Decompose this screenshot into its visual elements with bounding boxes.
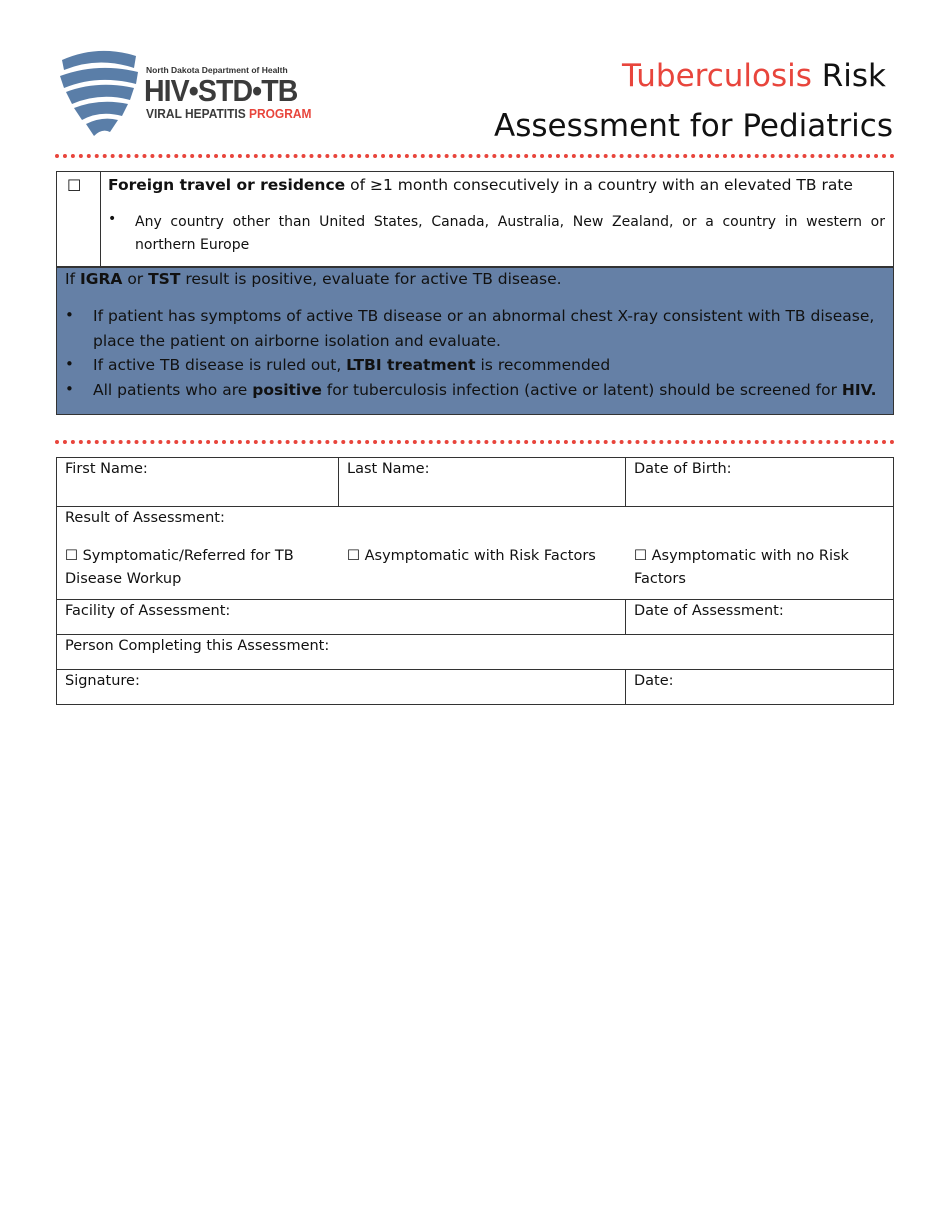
title-highlight: Tuberculosis (622, 58, 812, 94)
date-of-assessment-field[interactable] (626, 600, 894, 635)
guidance-item-2: If active TB disease is ruled out, LTBI treatment is recommended (93, 356, 611, 374)
risk-factor-text: Foreign travel or residence of ≥1 month consecutively in a country with an elevated TB rate (108, 176, 853, 194)
dob-label: Date of Birth: (634, 461, 732, 477)
first-name-field[interactable] (57, 458, 339, 507)
signature-field[interactable] (57, 670, 626, 705)
divider (55, 154, 895, 158)
page-title: Tuberculosis Risk (622, 58, 886, 94)
result-label: Result of Assessment: (65, 510, 225, 526)
logo-program-text: HIV•STD•TB (144, 73, 298, 108)
date-field[interactable] (626, 670, 894, 705)
risk-factor-detail: Any country other than United States, Canada, Australia, New Zealand, or a country in western or northern Europe (135, 214, 885, 253)
signature-label: Signature: (65, 673, 140, 689)
divider (55, 440, 895, 444)
option-symptomatic[interactable]: ☐ Symptomatic/Referred for TB Disease Workup (65, 548, 294, 587)
shield-stripes-icon (58, 46, 148, 146)
risk-checkbox[interactable]: ☐ (67, 176, 82, 195)
guidance-item-3: All patients who are positive for tuberculosis infection (active or latent) should be screened for HIV. (93, 381, 877, 399)
bullet-icon: • (108, 211, 117, 227)
bullet-icon: • (65, 380, 74, 398)
option-asymptomatic-risk[interactable]: ☐ Asymptomatic with Risk Factors (347, 548, 596, 564)
first-name-label: First Name: (65, 461, 148, 477)
person-completing-field[interactable] (57, 635, 894, 670)
person-completing-label: Person Completing this Assessment: (65, 638, 330, 654)
date-label: Date: (634, 673, 674, 689)
guidance-item-1: If patient has symptoms of active TB disease or an abnormal chest X-ray consistent with TB disease, place the patient on airborne isolation and evaluate. (93, 307, 875, 350)
bullet-icon: • (65, 306, 74, 324)
last-name-label: Last Name: (347, 461, 430, 477)
date-of-assessment-label: Date of Assessment: (634, 603, 784, 619)
guidance-box (56, 267, 894, 415)
program-logo (58, 46, 312, 146)
logo-org-text: North Dakota Department of Health (146, 65, 288, 75)
page-title-line2: Assessment for Pediatrics (494, 108, 893, 144)
logo-program-subtext: VIRAL HEPATITIS PROGRAM (146, 106, 312, 121)
bullet-icon: • (65, 355, 74, 373)
dob-field[interactable] (626, 458, 894, 507)
risk-factor-row (56, 171, 894, 267)
option-asymptomatic-no-risk[interactable]: ☐ Asymptomatic with no Risk Factors (634, 548, 849, 587)
guidance-intro: If IGRA or TST result is positive, evaluate for active TB disease. (65, 270, 562, 288)
facility-label: Facility of Assessment: (65, 603, 231, 619)
last-name-field[interactable] (339, 458, 626, 507)
assessment-form (56, 457, 894, 705)
checkbox-cell (57, 172, 101, 266)
result-of-assessment (57, 507, 894, 600)
facility-field[interactable] (57, 600, 626, 635)
